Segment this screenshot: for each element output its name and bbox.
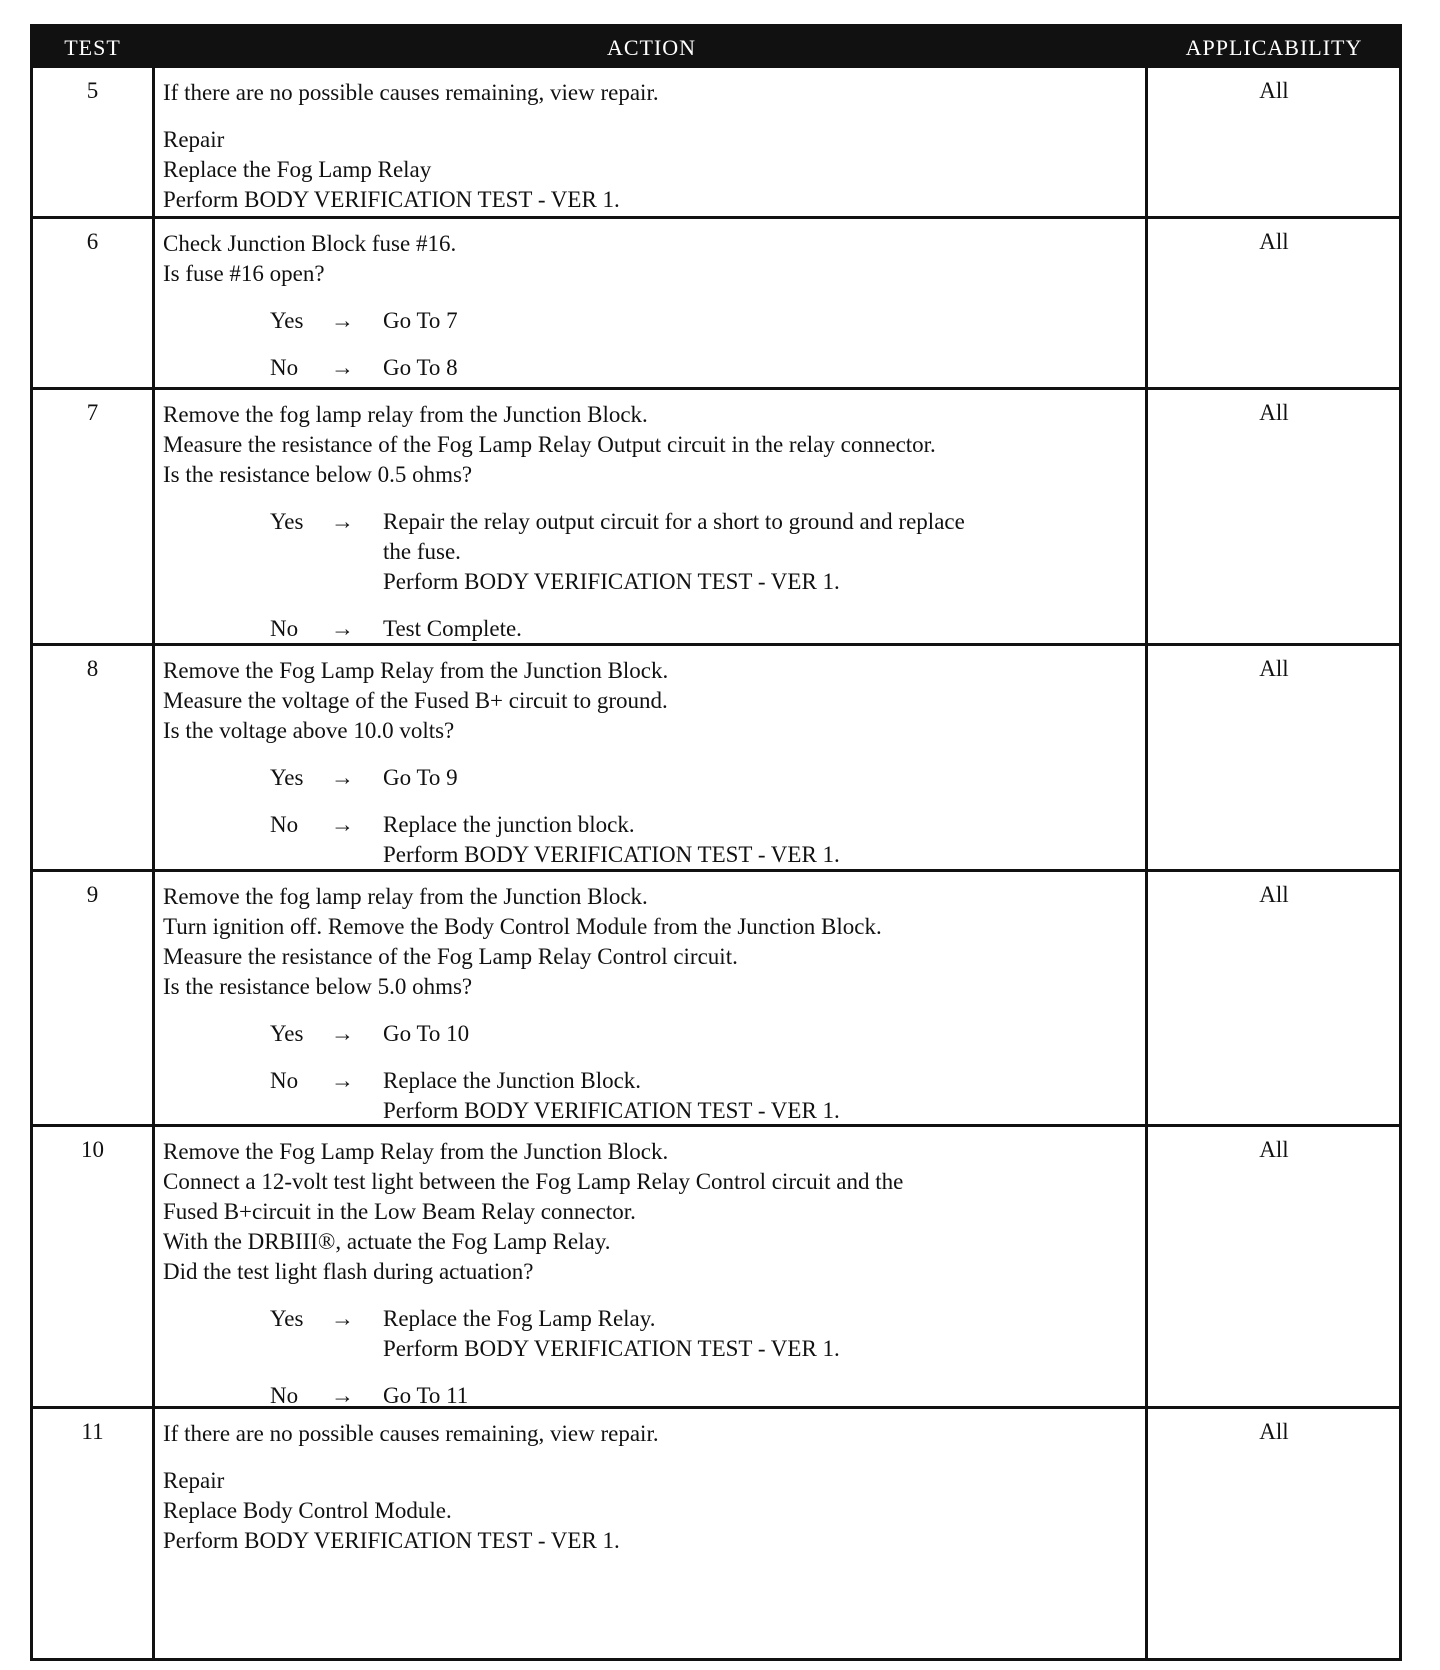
action-line: Is the resistance below 5.0 ohms? (163, 974, 473, 999)
no-label: No (270, 1383, 299, 1408)
applicability-cell: All (1259, 78, 1289, 103)
action-line: Did the test light flash during actuation? (163, 1259, 534, 1284)
test-number: 7 (86, 400, 99, 425)
header-action: ACTION (606, 35, 697, 60)
no-result (383, 1066, 1143, 1126)
arrow-right-icon: → (331, 1383, 354, 1408)
action-cell (163, 656, 1143, 870)
result-line: Perform BODY VERIFICATION TEST - VER 1. (383, 569, 840, 594)
action-cell (163, 400, 1143, 644)
yes-result (383, 763, 1143, 793)
action-line: Remove the fog lamp relay from the Junction Block. (163, 402, 648, 427)
yes-branch (163, 306, 1143, 336)
test-number: 8 (86, 656, 99, 681)
result-line: Test Complete. (383, 616, 522, 641)
no-branch (163, 810, 1143, 870)
yes-branch (163, 763, 1143, 793)
no-result (383, 810, 1143, 870)
no-label: No (270, 355, 299, 380)
action-line: Remove the Fog Lamp Relay from the Junction Block. (163, 1139, 669, 1164)
test-number: 6 (86, 229, 99, 254)
action-line: Is the resistance below 0.5 ohms? (163, 462, 473, 487)
arrow-right-icon: → (331, 1068, 354, 1093)
result-line: Replace the Junction Block. (383, 1068, 642, 1093)
header-applicability: APPLICABILITY (1185, 35, 1363, 60)
result-line: Perform BODY VERIFICATION TEST - VER 1. (383, 842, 840, 867)
result-line: Go To 9 (383, 765, 458, 790)
action-line: Is fuse #16 open? (163, 261, 325, 286)
yes-label: Yes (270, 509, 304, 534)
repair-block (163, 125, 1143, 215)
action-cell (163, 1419, 1143, 1556)
action-cell (163, 1137, 1143, 1411)
result-line: the fuse. (383, 539, 461, 564)
result-line: Go To 10 (383, 1021, 470, 1046)
arrow-right-icon: → (331, 1021, 354, 1046)
action-line: Remove the fog lamp relay from the Junction Block. (163, 884, 648, 909)
column-divider (1145, 68, 1148, 1658)
action-cell (163, 229, 1143, 383)
test-number: 9 (86, 882, 99, 907)
no-result (383, 353, 1143, 383)
arrow-right-icon: → (331, 616, 354, 641)
applicability-cell: All (1259, 400, 1289, 425)
applicability-cell: All (1259, 882, 1289, 907)
result-line: Repair the relay output circuit for a short to ground and replace (383, 509, 965, 534)
yes-result (383, 507, 1143, 597)
action-line: If there are no possible causes remaining, view repair. (163, 1421, 659, 1446)
table-row (33, 68, 1399, 219)
repair-label: Repair (163, 1468, 225, 1493)
arrow-right-icon: → (331, 1306, 354, 1331)
repair-line: Perform BODY VERIFICATION TEST - VER 1. (163, 1528, 620, 1553)
result-line: Perform BODY VERIFICATION TEST - VER 1. (383, 1336, 840, 1361)
column-divider (152, 68, 155, 1658)
action-line: Measure the voltage of the Fused B+ circuit to ground. (163, 688, 668, 713)
table-row (33, 872, 1399, 1127)
table-row (33, 646, 1399, 872)
no-result (383, 1381, 1143, 1411)
yes-label: Yes (270, 1021, 304, 1046)
repair-line: Replace the Fog Lamp Relay (163, 157, 432, 182)
header-test: TEST (64, 35, 121, 60)
action-line: Measure the resistance of the Fog Lamp Relay Control circuit. (163, 944, 738, 969)
result-line: Replace the junction block. (383, 812, 635, 837)
repair-line: Replace Body Control Module. (163, 1498, 452, 1523)
yes-result (383, 1019, 1143, 1049)
yes-branch (163, 1019, 1143, 1049)
result-line: Perform BODY VERIFICATION TEST - VER 1. (383, 1098, 840, 1123)
no-branch (163, 353, 1143, 383)
applicability-cell: All (1259, 1419, 1289, 1444)
yes-branch (163, 1304, 1143, 1364)
no-branch (163, 614, 1143, 644)
action-line: If there are no possible causes remaining, view repair. (163, 80, 659, 105)
test-number: 5 (86, 78, 99, 103)
table-row (33, 219, 1399, 390)
yes-label: Yes (270, 1306, 304, 1331)
no-label: No (270, 1068, 299, 1093)
yes-branch (163, 507, 1143, 597)
yes-result (383, 306, 1143, 336)
test-number: 10 (81, 1137, 104, 1162)
repair-line: Perform BODY VERIFICATION TEST - VER 1. (163, 187, 620, 212)
action-line: Turn ignition off. Remove the Body Control Module from the Junction Block. (163, 914, 882, 939)
action-line: Is the voltage above 10.0 volts? (163, 718, 455, 743)
table-row (33, 390, 1399, 646)
no-label: No (270, 812, 299, 837)
arrow-right-icon: → (331, 765, 354, 790)
table-row (33, 1127, 1399, 1409)
result-line: Go To 8 (383, 355, 458, 380)
no-result (383, 614, 1143, 644)
no-branch (163, 1066, 1143, 1126)
yes-label: Yes (270, 308, 304, 333)
arrow-right-icon: → (331, 355, 354, 380)
arrow-right-icon: → (331, 812, 354, 837)
arrow-right-icon: → (331, 308, 354, 333)
action-line: With the DRBIII®, actuate the Fog Lamp Relay. (163, 1229, 611, 1254)
action-line: Measure the resistance of the Fog Lamp Relay Output circuit in the relay connector. (163, 432, 936, 457)
no-label: No (270, 616, 299, 641)
arrow-right-icon: → (331, 509, 354, 534)
action-cell (163, 882, 1143, 1126)
yes-label: Yes (270, 765, 304, 790)
applicability-cell: All (1259, 1137, 1289, 1162)
applicability-cell: All (1259, 656, 1289, 681)
applicability-cell: All (1259, 229, 1289, 254)
action-cell (163, 78, 1143, 215)
repair-label: Repair (163, 127, 225, 152)
action-line: Connect a 12-volt test light between the Fog Lamp Relay Control circuit and the (163, 1169, 904, 1194)
result-line: Replace the Fog Lamp Relay. (383, 1306, 656, 1331)
table-row (33, 1409, 1399, 1664)
test-number: 11 (81, 1419, 104, 1444)
repair-block (163, 1466, 1143, 1556)
result-line: Go To 11 (383, 1383, 469, 1408)
result-line: Go To 7 (383, 308, 458, 333)
diagnostic-table (30, 24, 1402, 1661)
action-line: Remove the Fog Lamp Relay from the Junction Block. (163, 658, 669, 683)
yes-result (383, 1304, 1143, 1364)
action-line: Fused B+circuit in the Low Beam Relay connector. (163, 1199, 636, 1224)
action-line: Check Junction Block fuse #16. (163, 231, 457, 256)
table-header (33, 27, 1399, 68)
no-branch (163, 1381, 1143, 1411)
